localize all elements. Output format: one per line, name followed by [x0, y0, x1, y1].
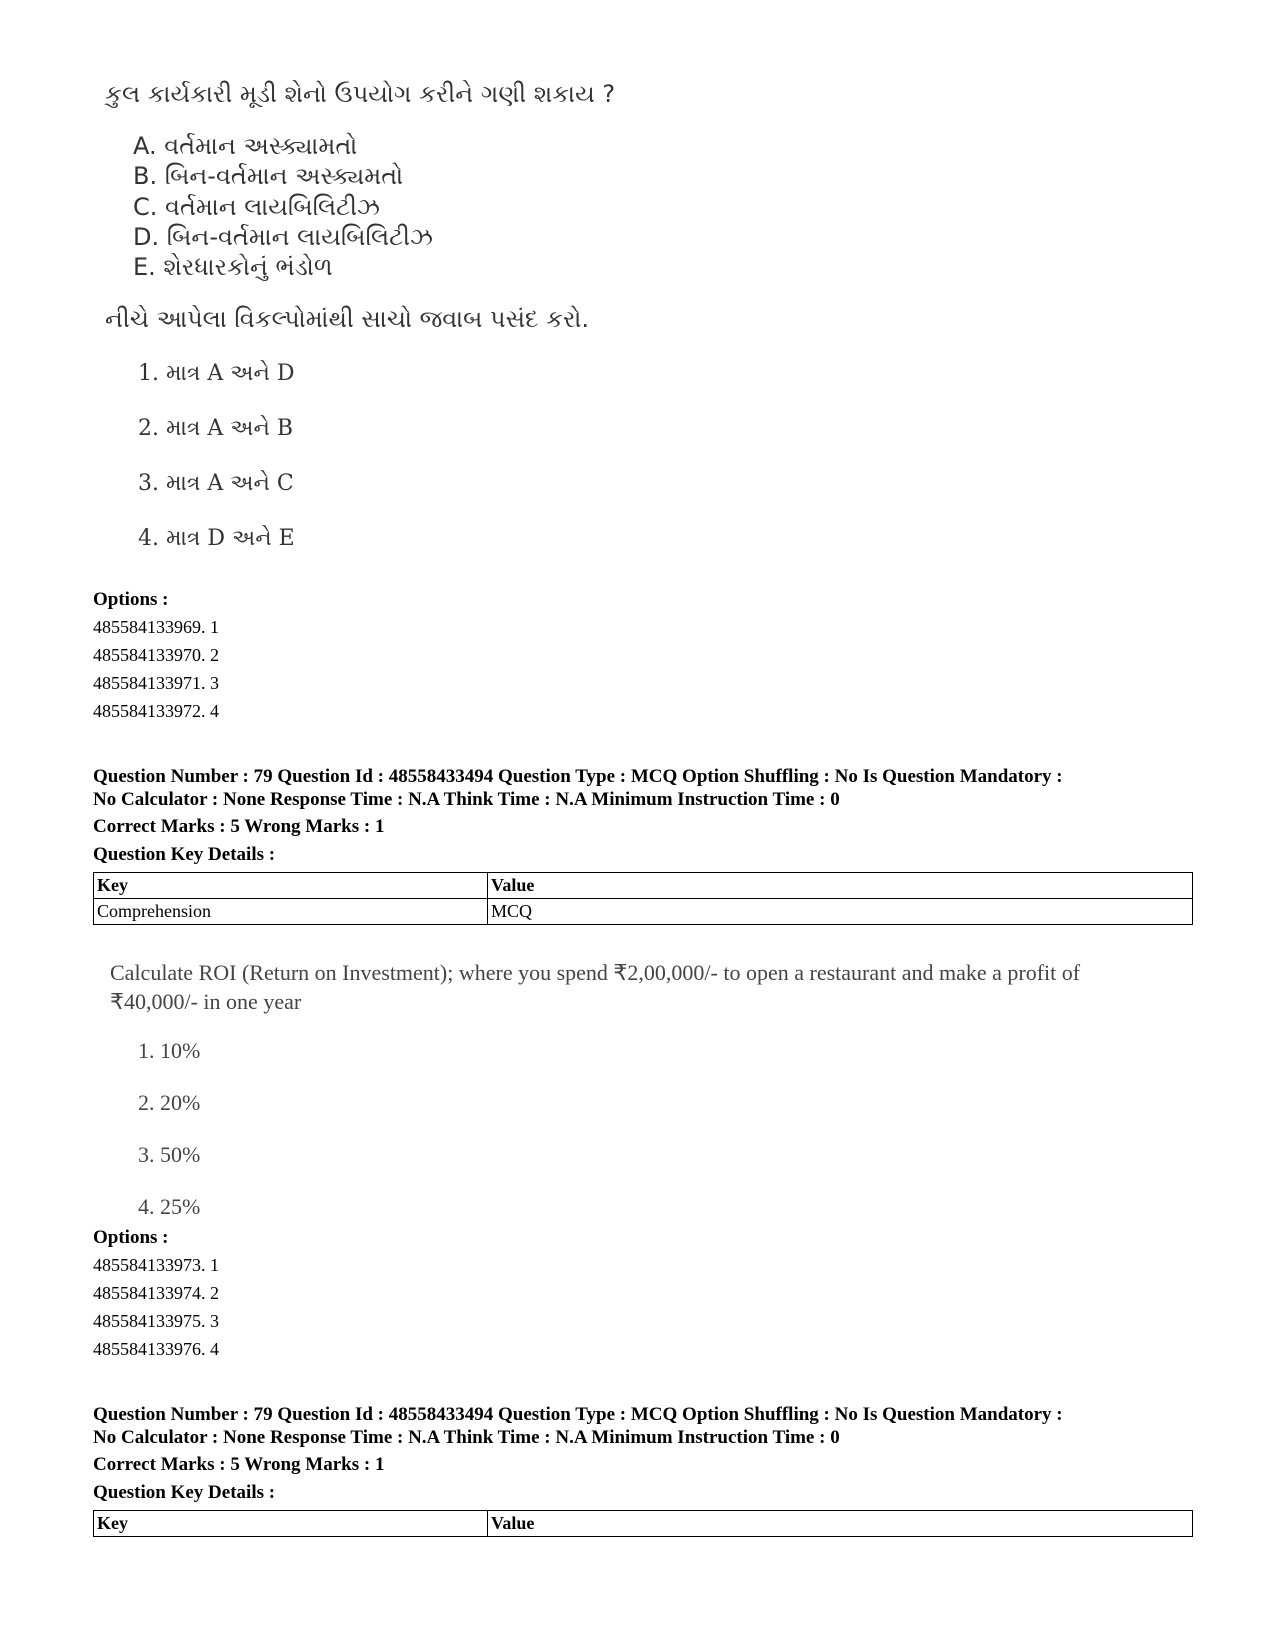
table-cell-key: Comprehension: [94, 899, 488, 925]
question-meta-line2: No Calculator : None Response Time : N.A Think Time : N.A Minimum Instruction Time : 0: [93, 1427, 840, 1448]
option-id-4: 485584133972. 4: [93, 701, 219, 721]
options-title: Options :: [93, 589, 169, 610]
table-header-key: Key: [94, 873, 488, 899]
question-marks: Correct Marks : 5 Wrong Marks : 1: [93, 816, 385, 837]
choice-1: 1. 10%: [138, 1038, 201, 1063]
choice-1: 1. માત્ર A અને D: [138, 361, 295, 386]
option-id-2: 485584133970. 2: [93, 645, 219, 665]
question-meta-line1: Question Number : 79 Question Id : 48558433494 Question Type : MCQ Option Shuffling : No Is Question Mandatory :: [93, 1404, 1063, 1425]
choice-4: 4. 25%: [138, 1194, 201, 1219]
table-row: [94, 899, 1193, 925]
table-header-key: Key: [94, 1511, 488, 1537]
question-key-table: [93, 1510, 1193, 1537]
choice-3: 3. માત્ર A અને C: [138, 471, 294, 496]
table-header-row: [94, 1511, 1193, 1537]
question-instruction: નીચે આપેલા વિકલ્પોમાંથી સાચો જવાબ પસંદ કરો.: [105, 305, 590, 333]
option-id-3: 485584133975. 3: [93, 1311, 219, 1331]
statement-d: D. બિન-વર્તમાન લાયબિલિટીઝ: [133, 223, 433, 251]
statement-a: A. વર્તમાન અસ્ક્યામતો: [133, 132, 358, 160]
choice-3: 3. 50%: [138, 1142, 201, 1167]
table-header-row: [94, 873, 1193, 899]
table-cell-value: MCQ: [488, 899, 1193, 925]
question-marks: Correct Marks : 5 Wrong Marks : 1: [93, 1454, 385, 1475]
table-header-value: Value: [488, 1511, 1193, 1537]
option-id-4: 485584133976. 4: [93, 1339, 219, 1359]
choice-2: 2. માત્ર A અને B: [138, 416, 294, 441]
option-id-1: 485584133973. 1: [93, 1255, 219, 1275]
option-id-1: 485584133969. 1: [93, 617, 219, 637]
statement-e: E. શેરધારકોનું ભંડોળ: [133, 253, 333, 281]
question-key-details-label: Question Key Details :: [93, 844, 276, 865]
question-meta: [93, 1403, 1193, 1449]
choice-2: 2. 20%: [138, 1090, 201, 1115]
question-key-details-label: Question Key Details :: [93, 1482, 276, 1503]
question-stem: Calculate ROI (Return on Investment); where you spend ₹2,00,000/- to open a restaurant and make a profit of ₹40,000/- in one year: [110, 960, 1081, 1014]
question-meta-line1: Question Number : 79 Question Id : 48558433494 Question Type : MCQ Option Shuffling : No Is Question Mandatory :: [93, 766, 1063, 787]
statement-b: B. બિન-વર્તમાન અસ્ક્યમતો: [133, 162, 404, 190]
statement-c: C. વર્તમાન લાયબિલિટીઝ: [133, 193, 380, 221]
question-stem: કુલ કાર્યકારી મૂડી શેનો ઉપયોગ કરીને ગણી શકાય ?: [105, 80, 616, 108]
option-id-3: 485584133971. 3: [93, 673, 219, 693]
question-meta: [93, 765, 1193, 811]
options-title: Options :: [93, 1227, 169, 1248]
question-meta-line2: No Calculator : None Response Time : N.A Think Time : N.A Minimum Instruction Time : 0: [93, 789, 840, 810]
option-id-2: 485584133974. 2: [93, 1283, 219, 1303]
choice-4: 4. માત્ર D અને E: [138, 526, 295, 551]
table-header-value: Value: [488, 873, 1193, 899]
question-key-table: [93, 872, 1193, 925]
